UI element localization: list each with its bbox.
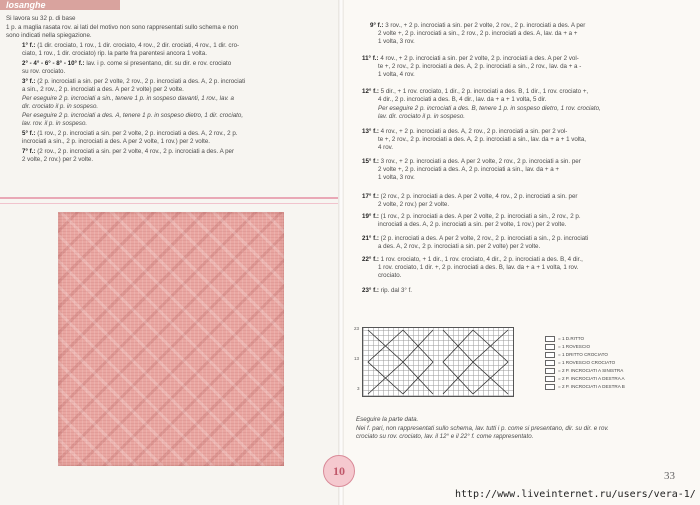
row-number: 23° f.: — [362, 287, 379, 294]
row-text: (2 p. incrociati a sin. per 2 volte, 2 rov., 2 p. incrociati a des. A, 2 p. incrociati — [37, 78, 246, 85]
row-text: lav. i p. come si presentano, dir. su dir. e rov. crociato — [86, 60, 232, 67]
row-text: 3 rov., + 2 p. incrociati a des. A per 2 volte, 2 rov., 2 p. incrociati a sin. per — [380, 158, 581, 165]
row-text: rip. dal 3° f. — [380, 287, 413, 294]
row-11-cont: te +, 2 rov., 2 p. incrociati a des. A, 2 p. incrociati a sin., 2 rov., lav. da + a - — [378, 63, 582, 70]
row-12-note: Per eseguire 2 p. incrociati a des. B, tenere 1 p. in sospeso dietro, 1 rov. crociato, — [378, 105, 601, 112]
row-text: (2 rov., 2 p. incrociati a des. A per 2 volte, 4 rov., 2 p. incrociati a sin. per — [380, 193, 578, 200]
book-spine — [338, 0, 344, 505]
legend-label: = 2 P. INCROCIATI A DESTRA A — [558, 376, 625, 382]
row-2-10 — [22, 60, 231, 68]
chart-note-1: Eseguire la parte data. — [356, 416, 419, 423]
row-12-cont: 4 dir., 2 p. incrociati a des. B, 4 dir., lav. da + a + 1 volta, 5 dir. — [378, 96, 547, 103]
legend-label: = 2 P. INCROCIATI A SINISTRA — [558, 368, 624, 374]
chart-cables — [363, 328, 513, 396]
row-17 — [362, 193, 578, 201]
intro-line-2: 1 p. a maglia rasata rov. ai lati del motivo non sono rappresentati sullo schema e non — [6, 24, 239, 31]
row-9-cont-2: 1 volta, 3 rov. — [378, 38, 415, 45]
row-1 — [22, 42, 239, 50]
row-13-cont: te +, 2 rov., 2 p. incrociati a des. A, 2 p. incrociati a sin., lav. da + a + 1 volta, — [378, 136, 587, 143]
row-23 — [362, 287, 412, 295]
badge-number: 10 — [333, 463, 345, 478]
row-9 — [370, 22, 585, 30]
row-22-cont-2: crociato. — [378, 272, 402, 279]
legend-symbol — [545, 368, 555, 374]
row-text: (1 dir. crociato, 1 rov., 1 dir. crociato, 4 rov., 2 dir. crociati, 4 rov., 1 dir. cro- — [37, 42, 240, 49]
row-number: 11° f.: — [362, 55, 379, 62]
row-number: 21° f.: — [362, 235, 379, 242]
legend-label: = 1 D.RITTO — [558, 336, 585, 342]
decorative-rule — [0, 197, 338, 199]
row-text: 4 rov., + 2 p. incrociati a des. A, 2 rov., 2 p. incrociati a sin. per 2 vol- — [380, 128, 568, 135]
legend-item-twisted-knit — [545, 352, 608, 358]
row-number: 2° - 4° - 6° - 8° - 10° f.: — [22, 60, 85, 67]
row-17-cont: 2 volte, 2 rov.) per 2 volte. — [378, 201, 450, 208]
chart-row-label-top: 23 — [354, 326, 360, 331]
legend-item-twisted-purl — [545, 360, 615, 366]
row-3 — [22, 78, 245, 86]
chart-note-2: Nei f. pari, non rappresentati sullo schema, lav. tutti i p. come si presentano, dir. su dir. e rov. — [356, 425, 609, 432]
knitting-chart — [362, 327, 514, 397]
row-12 — [362, 88, 588, 96]
source-url: http://www.liveinternet.ru/users/vera-1/ — [455, 489, 696, 500]
legend-label: = 1 ROVESCIO — [558, 344, 591, 350]
row-number: 1° f.: — [22, 42, 36, 49]
row-2-cont: su rov. crociato. — [22, 68, 66, 75]
row-text: (1 rov., 2 p. incrociati a des. A per 2 volte, 2 p. incrociati a sin., 2 rov., 2 p. — [380, 213, 581, 220]
row-text: 4 rov., + 2 p. incrociati a sin. per 2 volte, 2 p. incrociati a des. A per 2 vol- — [380, 55, 579, 62]
row-19-cont: incrociati a des. A, 2 p. incrociati a sin. per 2 volte, 1 rov.) per 2 volte. — [378, 221, 567, 228]
intro-line-3: sono indicati nella spiegazione. — [6, 32, 92, 39]
legend-label: = 2 P. INCROCIATI A DESTRA B — [558, 384, 625, 390]
row-7-cont: 2 volte, 2 rov.) per 2 volte. — [22, 156, 94, 163]
section-title: losanghe — [6, 0, 46, 10]
row-19 — [362, 213, 581, 221]
row-3-note-4: lav. rov. il p. in sospeso. — [22, 120, 88, 127]
row-15 — [362, 158, 581, 166]
row-21 — [362, 235, 588, 243]
row-3-cont: a sin., 2 rov., 2 p. incrociati a des. A per 2 volte) per 2 volte. — [22, 86, 184, 93]
row-11-cont-2: 1 volta, 4 rov. — [378, 71, 415, 78]
row-3-note: Per eseguire 2 p. incrociati a sin., tenere 1 p. in sospeso davanti, 1 rov., lav. a — [22, 95, 234, 102]
row-11 — [362, 55, 579, 63]
legend-symbol — [545, 344, 555, 350]
legend-symbol — [545, 360, 555, 366]
legend-symbol — [545, 376, 555, 382]
row-21-cont: a des. A, 2 rov., 2 p. incrociati a sin. per 2 volte) per 2 volte. — [378, 243, 541, 250]
page-number: 33 — [664, 470, 675, 482]
row-5 — [22, 130, 238, 138]
legend-item-knit — [545, 336, 584, 342]
row-13-cont-2: 4 rov. — [378, 144, 394, 151]
legend-label: = 1 DRITTO CROCIATO — [558, 352, 608, 358]
row-number: 5° f.: — [22, 130, 36, 137]
legend-item-cross-right-a — [545, 376, 625, 382]
chart-row-label-mid: 13 — [354, 356, 360, 361]
row-number: 19° f.: — [362, 213, 379, 220]
row-7 — [22, 148, 234, 156]
row-text: (1 rov., 2 p. incrociati a sin. per 2 volte, 2 p. incrociati a des. A, 2 rov., 2 p. — [37, 130, 238, 137]
knit-swatch-photo — [58, 212, 284, 466]
row-3-note-3: Per eseguire 2 p. incrociati a des. A, tenere 1 p. in sospeso dietro, 1 dir. crociato, — [22, 112, 244, 119]
row-number: 13° f.: — [362, 128, 379, 135]
legend-item-cross-left — [545, 368, 623, 374]
row-22-cont: 1 rov. crociato, 1 dir. +, 2 p. incrociati a des. B, lav. da + a + 1 volta, 1 rov. — [378, 264, 579, 271]
row-22 — [362, 256, 583, 264]
row-number: 17° f.: — [362, 193, 379, 200]
intro-line: Si lavora su 32 p. di base — [6, 15, 76, 22]
page-badge — [323, 455, 355, 487]
row-13 — [362, 128, 567, 136]
row-text: (2 rov., 2 p. incrociati a sin. per 2 volte, 4 rov., 2 p. incrociati a des. A per — [37, 148, 235, 155]
legend-symbol — [545, 352, 555, 358]
row-number: 7° f.: — [22, 148, 36, 155]
legend-item-purl — [545, 344, 590, 350]
row-3-note-2: dir. crociato il p. in sospeso. — [22, 103, 99, 110]
legend-symbol — [545, 384, 555, 390]
row-number: 15° f.: — [362, 158, 379, 165]
row-15-cont-2: 1 volta, 3 rov. — [378, 174, 415, 181]
row-15-cont: 2 volte +, 2 p. incrociati a des. A, 2 p. incrociati a sin., lav. da + a + — [378, 166, 559, 173]
row-12-note-2: lav. dir. crociato il p. in sospeso. — [378, 113, 466, 120]
row-number: 12° f.: — [362, 88, 379, 95]
row-text: 5 dir., + 1 rov. crociato, 1 dir., 2 p. incrociati a des. B, 1 dir., 1 rov. crociato +, — [380, 88, 589, 95]
row-5-cont: incrociati a sin., 2 p. incrociati a des. A per 2 volte, 1 rov.) per 2 volte. — [22, 138, 211, 145]
row-text: 1 rov. crociato, + 1 dir., 1 rov. crociato, 4 dir., 2 p. incrociati a des. B, 4 dir., — [380, 256, 583, 263]
chart-row-label-bot: 3 — [357, 386, 360, 391]
row-9-cont: 2 volte +, 2 p. incrociati a sin., 2 rov., 2 p. incrociati a des. A, lav. da + a + — [378, 30, 578, 37]
legend-symbol — [545, 336, 555, 342]
chart-note-3: crociato su rov. crociato, lav. il 12° e il 22° f. come rappresentato. — [356, 433, 534, 440]
row-text: (2 p. incrociati a des. A per 2 volte, 2 rov., 2 p. incrociati a sin., 2 p. incrociati — [380, 235, 589, 242]
legend-item-cross-right-b — [545, 384, 625, 390]
row-1-cont: ciato, 1 rov., 1 dir. crociato) rip. la parte fra parentesi ancora 1 volta. — [22, 50, 207, 57]
row-text: 3 rov., + 2 p. incrociati a sin. per 2 volte, 2 rov., 2 p. incrociati a des. A per — [385, 22, 586, 29]
row-number: 9° f.: — [370, 22, 384, 29]
decorative-rule-thin — [0, 203, 338, 204]
row-number: 22° f.: — [362, 256, 379, 263]
row-number: 3° f.: — [22, 78, 36, 85]
legend-label: = 1 ROVESCIO CROCIATO — [558, 360, 616, 366]
